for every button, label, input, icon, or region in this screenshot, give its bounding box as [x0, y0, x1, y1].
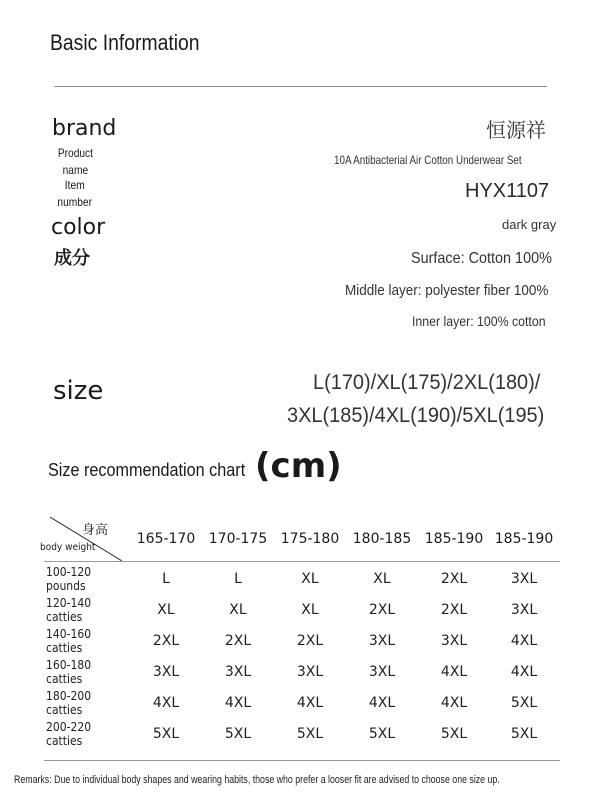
size-cell: 2XL — [440, 570, 468, 587]
composition-surface: Surface: Cotton 100% — [411, 250, 552, 267]
size-chart-table — [38, 515, 558, 749]
size-cell: 4XL — [440, 694, 468, 711]
size-chart-unit: (cm) — [255, 446, 342, 486]
size-cell: XL — [157, 601, 175, 618]
brand-value: 恒源祥 — [486, 120, 546, 142]
size-cell: 3XL — [368, 632, 396, 649]
composition-middle: Middle layer: polyester fiber 100% — [345, 282, 549, 299]
height-header: 170-175 — [208, 531, 268, 547]
product-name-value: 10A Antibacterial Air Cotton Underwear Set — [334, 153, 522, 167]
size-cell: 5XL — [296, 725, 324, 742]
table-row — [38, 656, 558, 687]
size-cell: 5XL — [152, 725, 180, 742]
table-header-row — [38, 515, 558, 563]
table-row — [38, 718, 558, 749]
size-cell: XL — [229, 601, 247, 618]
height-header: 175-180 — [280, 531, 340, 547]
composition-label: 成分 — [54, 248, 90, 268]
size-cell: 3XL — [440, 632, 468, 649]
table-row — [38, 594, 558, 625]
weight-cell: 140-160 catties — [46, 626, 92, 655]
size-cell: 5XL — [440, 725, 468, 742]
table-row — [38, 563, 558, 594]
table-header-divider — [44, 561, 560, 562]
composition-inner: Inner layer: 100% cotton — [412, 313, 546, 329]
weight-cell: 120-140 catties — [46, 595, 92, 624]
weight-cell: 160-180 catties — [46, 657, 92, 686]
size-cell: L — [162, 570, 170, 587]
size-cell: 4XL — [440, 663, 468, 680]
size-cell: 3XL — [510, 601, 538, 618]
header-divider — [54, 86, 547, 87]
size-cell: 4XL — [296, 694, 324, 711]
weight-cell: 180-200 catties — [46, 688, 92, 717]
size-cell: 3XL — [152, 663, 180, 680]
size-cell: 5XL — [368, 725, 396, 742]
size-cell: 2XL — [152, 632, 180, 649]
corner-height-label: 身高 — [82, 523, 109, 538]
height-header: 185-190 — [494, 531, 554, 547]
size-cell: 3XL — [296, 663, 324, 680]
size-cell: 5XL — [224, 725, 252, 742]
height-header: 185-190 — [424, 531, 484, 547]
page-title: Basic Information — [50, 30, 200, 55]
size-cell: 2XL — [440, 601, 468, 618]
size-cell: XL — [301, 601, 319, 618]
color-value: dark gray — [502, 217, 557, 232]
remarks-note: Remarks: Due to individual body shapes and wearing habits, those who prefer a looser fit are advised to choose one size up. — [14, 774, 500, 786]
size-cell: 4XL — [510, 663, 538, 680]
size-cell: 4XL — [152, 694, 180, 711]
size-chart-title: Size recommendation chart — [48, 460, 246, 480]
size-cell: 2XL — [368, 601, 396, 618]
weight-cell: 200-220 catties — [46, 719, 92, 748]
item-number-value: HYX1107 — [465, 180, 550, 202]
brand-label: brand — [52, 116, 117, 141]
size-cell: 4XL — [368, 694, 396, 711]
product-name-label: Product name — [57, 146, 93, 177]
size-cell: 3XL — [368, 663, 396, 680]
size-cell: 2XL — [296, 632, 324, 649]
table-row — [38, 687, 558, 718]
table-row — [38, 625, 558, 656]
size-cell: 2XL — [224, 632, 252, 649]
size-label: size — [53, 376, 104, 406]
height-header: 180-185 — [352, 531, 412, 547]
size-list-line2: 3XL(185)/4XL(190)/5XL(195) — [287, 404, 545, 427]
corner-weight-label: body weight — [40, 542, 96, 553]
color-label: color — [51, 215, 106, 240]
size-list-line1: L(170)/XL(175)/2XL(180)/ — [313, 371, 541, 394]
size-cell: 3XL — [224, 663, 252, 680]
table-bottom-divider — [44, 760, 560, 761]
size-cell: XL — [373, 570, 391, 587]
size-cell: XL — [301, 570, 319, 587]
size-cell: 4XL — [224, 694, 252, 711]
size-cell: 5XL — [510, 725, 538, 742]
corner-header — [38, 515, 130, 563]
size-cell: 5XL — [510, 694, 538, 711]
size-cell: 4XL — [510, 632, 538, 649]
item-number-label: Item number — [57, 178, 92, 209]
weight-cell: 100-120 pounds — [46, 564, 92, 593]
size-cell: L — [234, 570, 242, 587]
height-header: 165-170 — [136, 531, 196, 547]
size-cell: 3XL — [510, 570, 538, 587]
